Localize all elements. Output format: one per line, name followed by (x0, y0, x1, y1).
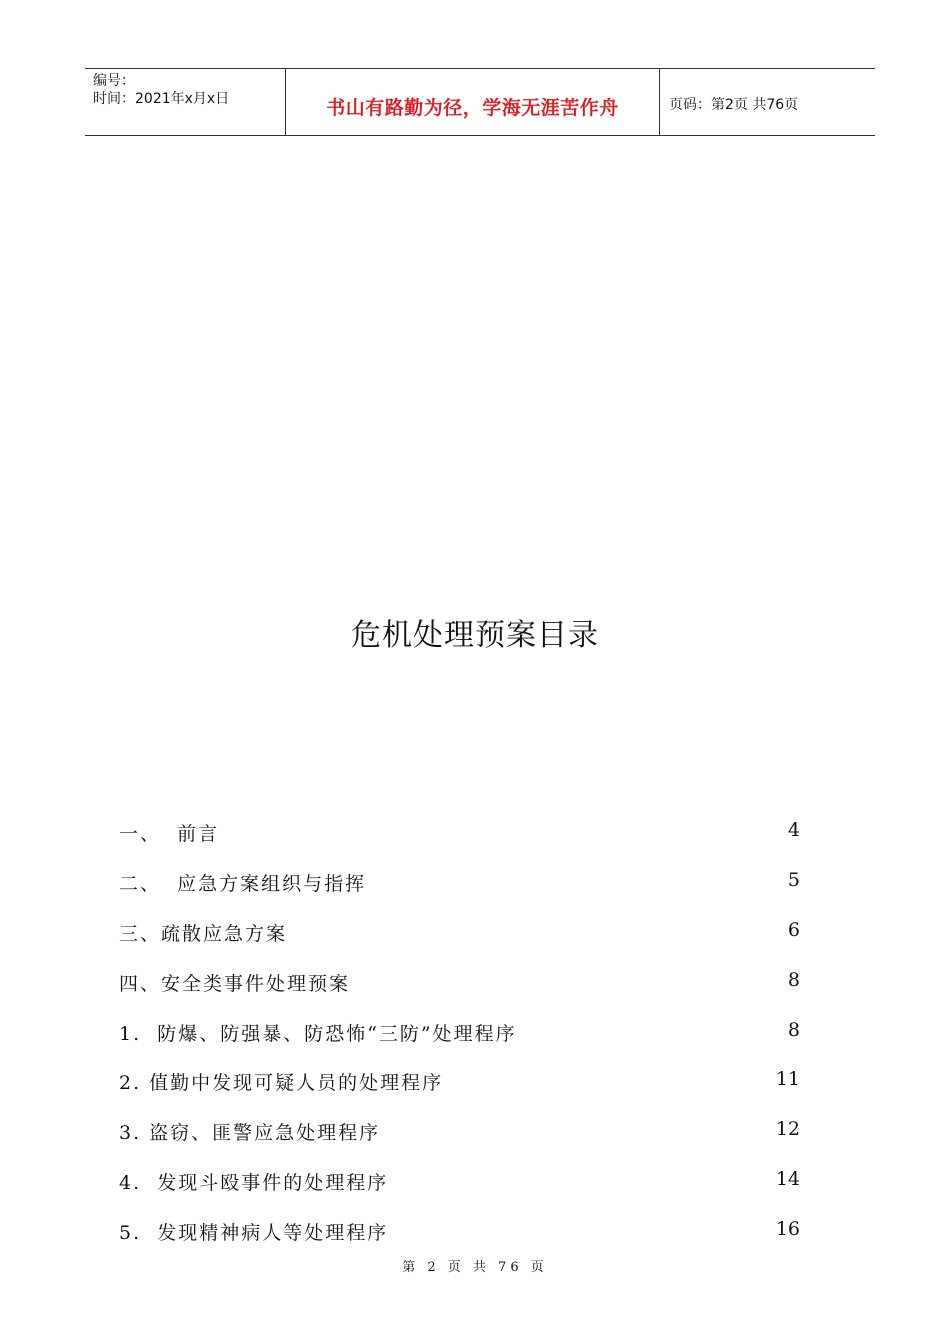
header-meta (85, 69, 286, 135)
toc-entry-page: 14 (775, 1168, 800, 1190)
header-motto-cell (286, 69, 660, 135)
page-header (85, 68, 875, 136)
document-date: 时间：2021年x月x日 (93, 91, 230, 107)
toc-entry[interactable] (0, 919, 950, 949)
toc-entry[interactable] (0, 1118, 950, 1148)
toc-entry-page: 5 (787, 869, 800, 891)
toc-entry-label: 四、安全类事件处理预案 (119, 973, 351, 995)
toc-entry-label: 三、疏散应急方案 (119, 923, 288, 945)
toc-entry[interactable] (0, 819, 950, 849)
toc-entry-label: 二、 应急方案组织与指挥 (119, 873, 367, 895)
toc-entry[interactable] (0, 1068, 950, 1098)
toc-entry-label: 4. 发现斗殴事件的处理程序 (119, 1172, 389, 1194)
toc-entry-page: 16 (775, 1218, 800, 1240)
page-footer: 第 2 页 共 76 页 (402, 1260, 548, 1275)
document-number-label: 编号： (93, 73, 135, 89)
toc-entry[interactable] (0, 869, 950, 899)
toc-entry[interactable] (0, 1019, 950, 1049)
toc-entry[interactable] (0, 1218, 950, 1248)
toc-entry-page: 8 (787, 969, 800, 991)
toc-entry-page: 11 (775, 1068, 800, 1090)
toc-entry-label: 2. 值勤中发现可疑人员的处理程序 (119, 1072, 444, 1094)
toc-entry-page: 6 (787, 919, 800, 941)
toc-entry-page: 4 (787, 819, 800, 841)
toc-entry[interactable] (0, 1168, 950, 1198)
toc-entry[interactable] (0, 969, 950, 999)
document-title: 危机处理预案目录 (351, 618, 599, 653)
toc-entry-page: 8 (787, 1019, 800, 1041)
toc-entry-label: 一、 前言 (119, 823, 220, 845)
toc-entry-label: 1. 防爆、防强暴、防恐怖“三防”处理程序 (119, 1023, 517, 1045)
toc-entry-label: 3. 盗窃、匪警应急处理程序 (119, 1122, 381, 1144)
header-page-info-cell (660, 69, 875, 135)
toc-entry-page: 12 (775, 1118, 800, 1140)
header-motto: 书山有路勤为径，学海无涯苦作舟 (326, 96, 619, 119)
header-page-info: 页码：第2页 共76页 (669, 97, 799, 113)
toc-entry-label: 5. 发现精神病人等处理程序 (119, 1222, 389, 1244)
